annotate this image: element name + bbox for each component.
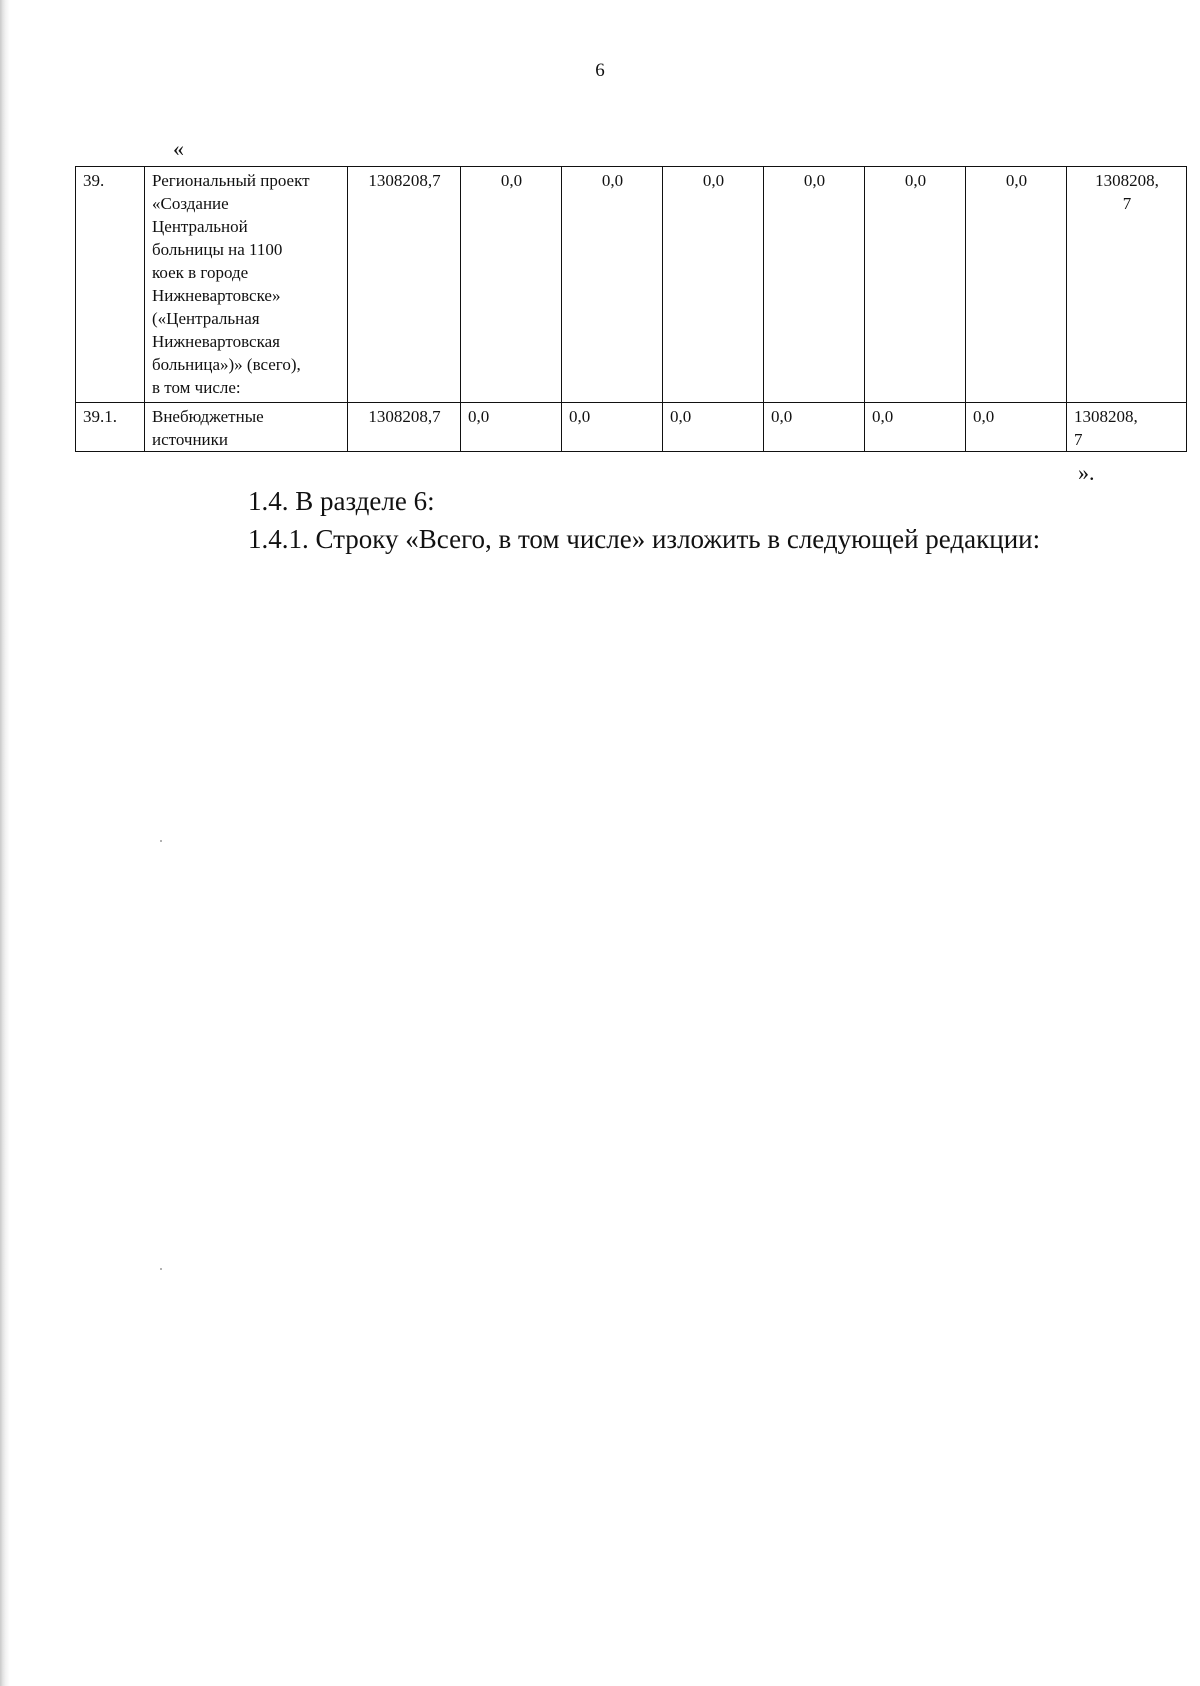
scan-speck [160, 840, 162, 842]
name-line: Нижневартовске» [152, 286, 281, 305]
name-line: «Создание [152, 194, 229, 213]
row-name-cell [145, 403, 348, 452]
value-cell: 0,0 [461, 167, 562, 403]
name-line: Региональный проект [152, 171, 310, 190]
scan-edge [0, 0, 10, 1686]
closing-quote-mark: ». [1078, 460, 1095, 485]
name-line: («Центральная [152, 309, 260, 328]
value-cell: 0,0 [865, 403, 966, 452]
value-cell: 0,0 [663, 167, 764, 403]
name-line: больница»)» (всего), [152, 355, 301, 374]
table-row-39 [76, 167, 1187, 403]
section-heading: 1.4. В разделе 6: [248, 486, 435, 516]
total-line: 1308208, [1074, 407, 1138, 426]
value-cell: 0,0 [764, 403, 865, 452]
row-number-cell: 39.1. [76, 403, 145, 452]
name-line: Внебюджетные [152, 407, 264, 426]
name-line: Нижневартовская [152, 332, 280, 351]
total-cell [1067, 167, 1187, 403]
total-line: 1308208, [1095, 171, 1159, 190]
table-row-39-1 [76, 403, 1187, 452]
value-cell: 0,0 [764, 167, 865, 403]
value-cell: 0,0 [966, 403, 1067, 452]
value-cell: 0,0 [663, 403, 764, 452]
amount-cell: 1308208,7 [348, 403, 461, 452]
opening-quote-mark: « [173, 136, 184, 161]
page-number: 6 [595, 60, 605, 81]
total-line: 7 [1074, 430, 1083, 449]
amount-cell: 1308208,7 [348, 167, 461, 403]
value-cell: 0,0 [865, 167, 966, 403]
name-line: в том числе: [152, 378, 241, 397]
name-line: источники [152, 430, 229, 449]
row-number-cell: 39. [76, 167, 145, 403]
name-line: коек в городе [152, 263, 249, 282]
value-cell: 0,0 [461, 403, 562, 452]
instruction-paragraph: 1.4.1. Строку «Всего, в том числе» изложить в следующей редакции: [248, 524, 1041, 554]
scan-speck [160, 1268, 162, 1270]
name-line: больницы на 1100 [152, 240, 283, 259]
total-line: 7 [1122, 194, 1132, 213]
name-line: Центральной [152, 217, 248, 236]
budget-table [75, 166, 1187, 452]
value-cell: 0,0 [966, 167, 1067, 403]
value-cell: 0,0 [562, 167, 663, 403]
value-cell: 0,0 [562, 403, 663, 452]
row-name-cell [145, 167, 348, 403]
total-cell [1067, 403, 1187, 452]
